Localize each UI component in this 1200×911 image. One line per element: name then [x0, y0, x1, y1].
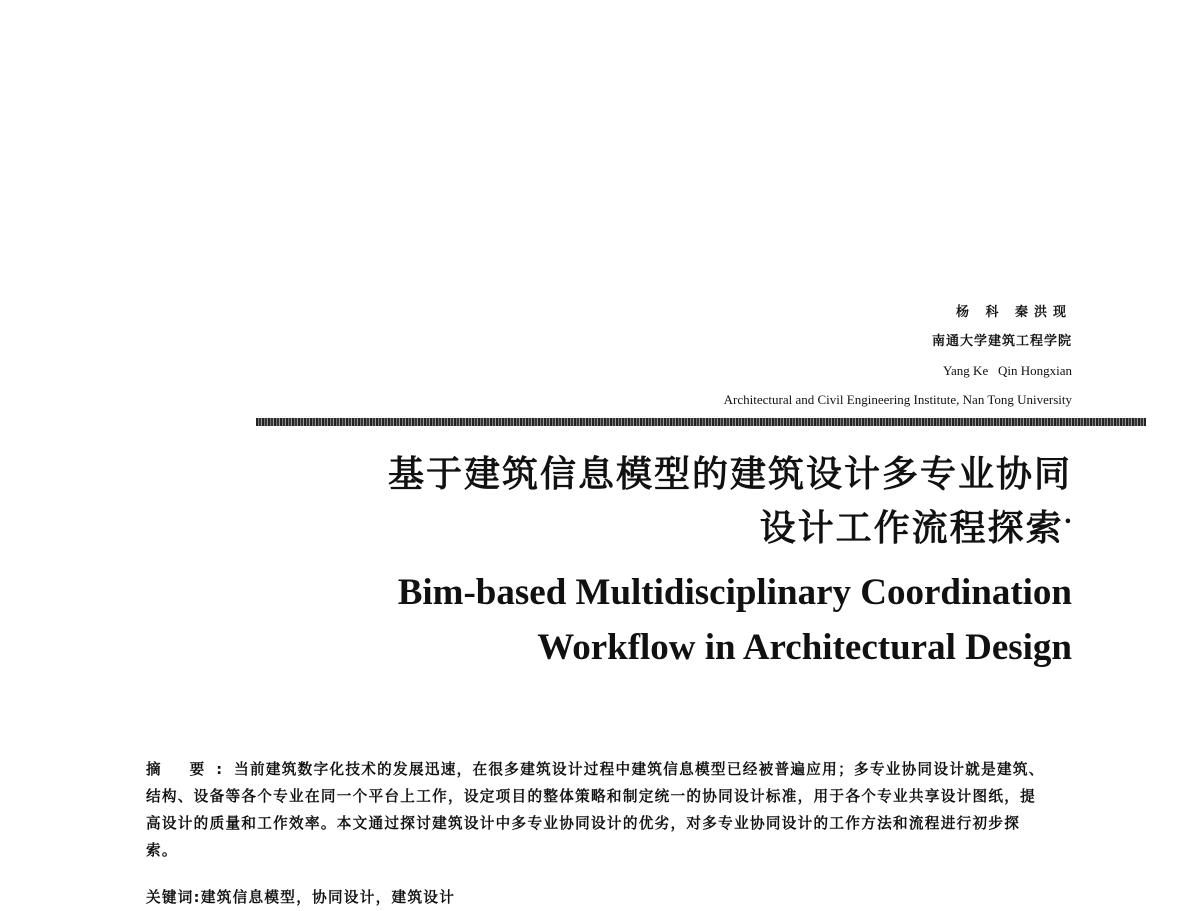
- author-block: [724, 298, 1072, 414]
- author-names-en: Yang Ke Qin Hongxian: [942, 363, 1072, 378]
- title-en: [398, 565, 1072, 675]
- title-en-line-2: Workflow in Architectural Design: [537, 627, 1072, 668]
- title-en-line-1: Bim-based Multidisciplinary Coordination: [397, 572, 1072, 613]
- title-zh-line-1: 基于建筑信息模型的建筑设计多专业协同: [387, 454, 1072, 495]
- abstract-text: 当前建筑数字化技术的发展迅速，在很多建筑设计过程中建筑信息模型已经被普遍应用；多专业协同设计就是建筑、结构、设备等各个专业在同一个平台上工作，设定项目的整体策略和制定统一的协同设计标准，用于各个专业共享设计图纸，提高设计的质量和工作效率。本文通过探讨建筑设计中多专业协同设计的优劣，对多专业协同设计的工作方法和流程进行初步探索。: [146, 761, 1045, 859]
- footnote-mark: •: [1063, 515, 1072, 530]
- keywords-label: 关键词:: [146, 889, 201, 906]
- title-zh-line-2: [388, 502, 1072, 556]
- title-zh-line-2-text: 设计工作流程探索: [759, 508, 1064, 549]
- title-zh: [388, 448, 1072, 556]
- author-names-zh: 杨 科 秦洪现: [955, 305, 1072, 320]
- abstract: [146, 756, 1046, 864]
- keywords-text: 建筑信息模型，协同设计，建筑设计: [200, 889, 456, 906]
- title-divider-rule: [256, 418, 1146, 426]
- affiliation-zh: 南通大学建筑工程学院: [931, 334, 1072, 349]
- affiliation-en: Architectural and Civil Engineering Institute, Nan Tong University: [723, 392, 1072, 407]
- keywords: [146, 880, 1046, 906]
- abstract-label: 摘 要:: [146, 761, 235, 778]
